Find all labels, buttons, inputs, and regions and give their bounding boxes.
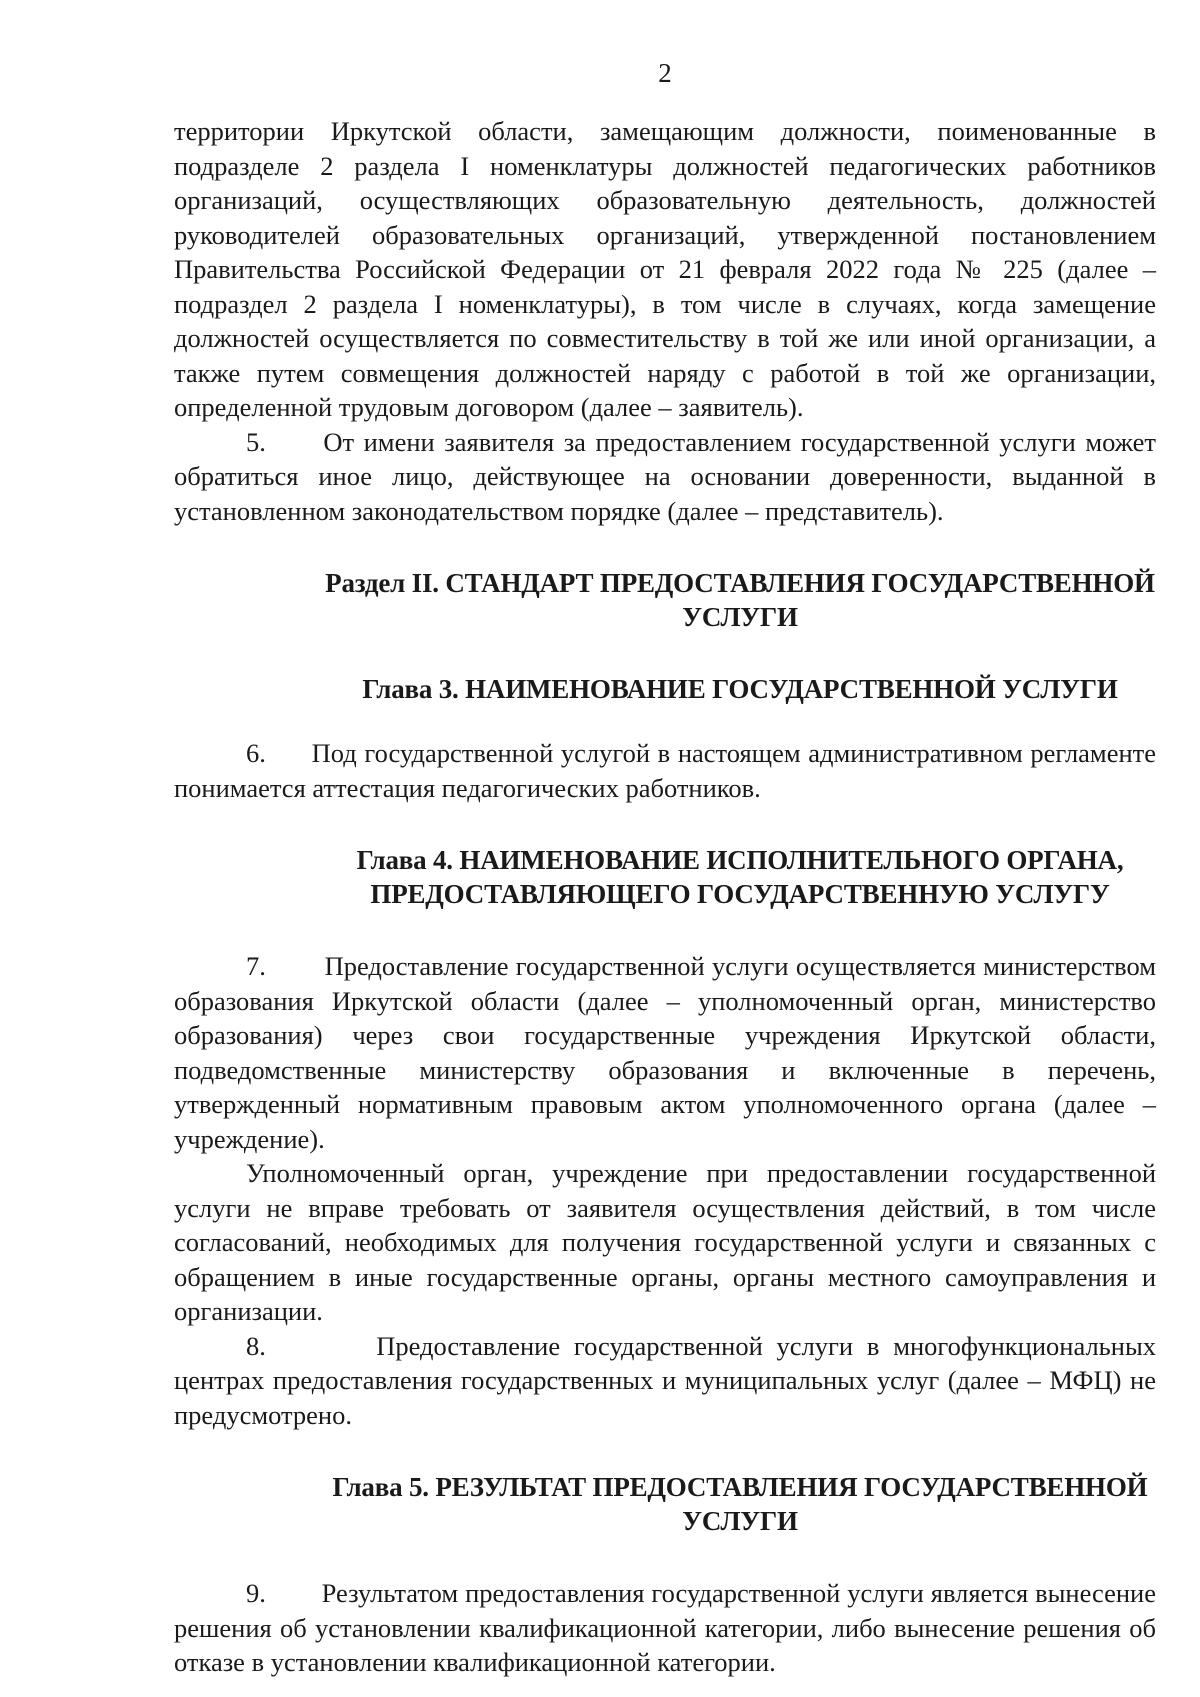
section-2-heading-line-1: Раздел II. СТАНДАРТ ПРЕДОСТАВЛЕНИЯ ГОСУДАРСТВЕННОЙ [325,568,1155,598]
paragraph-6 [174,736,1156,805]
paragraph-7 [174,949,1156,1156]
section-2-heading [174,566,1156,634]
chapter-3-heading [174,672,1156,706]
paragraph-9-text: Результатом предоставления государственной услуги является вынесение решения об установлении квалификационной категории, либо вынесение решения об отказе в установлении квалификационной категории. [174,1578,1157,1677]
paragraph-8-number: 8. [246,1330,266,1361]
paragraph-7-continued: Уполномоченный орган, учреждение при предоставлении государственной услуги не вправе требовать от заявителя осуществления действий, в том числе согласований, необходимых для получения государственной услуги и связанных с обращением в иные государственные органы, органы местного самоуправления и организации. [174,1158,1156,1326]
paragraph-7-text: Предоставление государственной услуги осуществляется министерством образования Иркутской области (далее – уполномоченный орган, министерство образования) через свои государственные учреждения Иркутской области, подведомственные министерству образования и включенные в перечень, утвержденный нормативным правовым актом уполномоченного органа (далее – учреждение). [174,951,1156,1154]
chapter-5-heading [174,1470,1156,1538]
paragraph-8 [174,1329,1156,1433]
chapter-4-heading [174,843,1156,911]
paragraph-4-continuation: территории Иркутской области, замещающим должности, поименованные в подразделе 2 раздела I номенклатуры должностей педагогических работников организаций, осуществляющих образовательную деятельность, должностей руководителей образовательных организаций, утвержденной постановлением Правительства Российской Федерации от 21 февраля 2022 года № 225 (далее – подраздел 2 раздела I номенклатуры), в том числе в случаях, когда замещение должностей осуществляется по совместительству в той же или иной организации, а также путем совмещения должностей наряду с работой в той же организации, определенной трудовым договором (далее – заявитель). [174,116,1156,422]
section-2-heading-line-2: УСЛУГИ [682,602,798,632]
chapter-5-heading-line-2: УСЛУГИ [682,1506,798,1536]
paragraph-6-number: 6. [246,738,266,768]
chapter-3-heading-line: Глава 3. НАИМЕНОВАНИЕ ГОСУДАРСТВЕННОЙ УСЛУГИ [362,674,1118,704]
document-body [174,114,1156,1680]
chapter-4-heading-line-1: Глава 4. НАИМЕНОВАНИЕ ИСПОЛНИТЕЛЬНОГО ОРГАНА, [356,845,1124,875]
paragraph-8-text: Предоставление государственной услуги в многофункциональных центрах предоставления государственных и муниципальных услуг (далее – МФЦ) не предусмотрено. [174,1330,1157,1430]
chapter-4-heading-line-2: ПРЕДОСТАВЛЯЮЩЕГО ГОСУДАРСТВЕННУЮ УСЛУГУ [370,879,1110,909]
paragraph-5-text: От имени заявителя за предоставлением государственной услуги может обратиться иное лицо, действующее на основании доверенности, выданной в установленном законодательством порядке (далее – представитель). [174,426,1157,526]
paragraph-9 [174,1576,1156,1680]
paragraph-5 [174,425,1156,529]
paragraph-7-number: 7. [246,951,266,981]
paragraph-9-number: 9. [246,1578,266,1608]
page-number: 2 [658,58,672,88]
paragraph-6-text: Под государственной услугой в настоящем административном регламенте понимается аттестация педагогических работников. [174,738,1156,803]
chapter-5-heading-line-1: Глава 5. РЕЗУЛЬТАТ ПРЕДОСТАВЛЕНИЯ ГОСУДАРСТВЕННОЙ [332,1472,1148,1502]
paragraph-5-number: 5. [246,426,266,457]
